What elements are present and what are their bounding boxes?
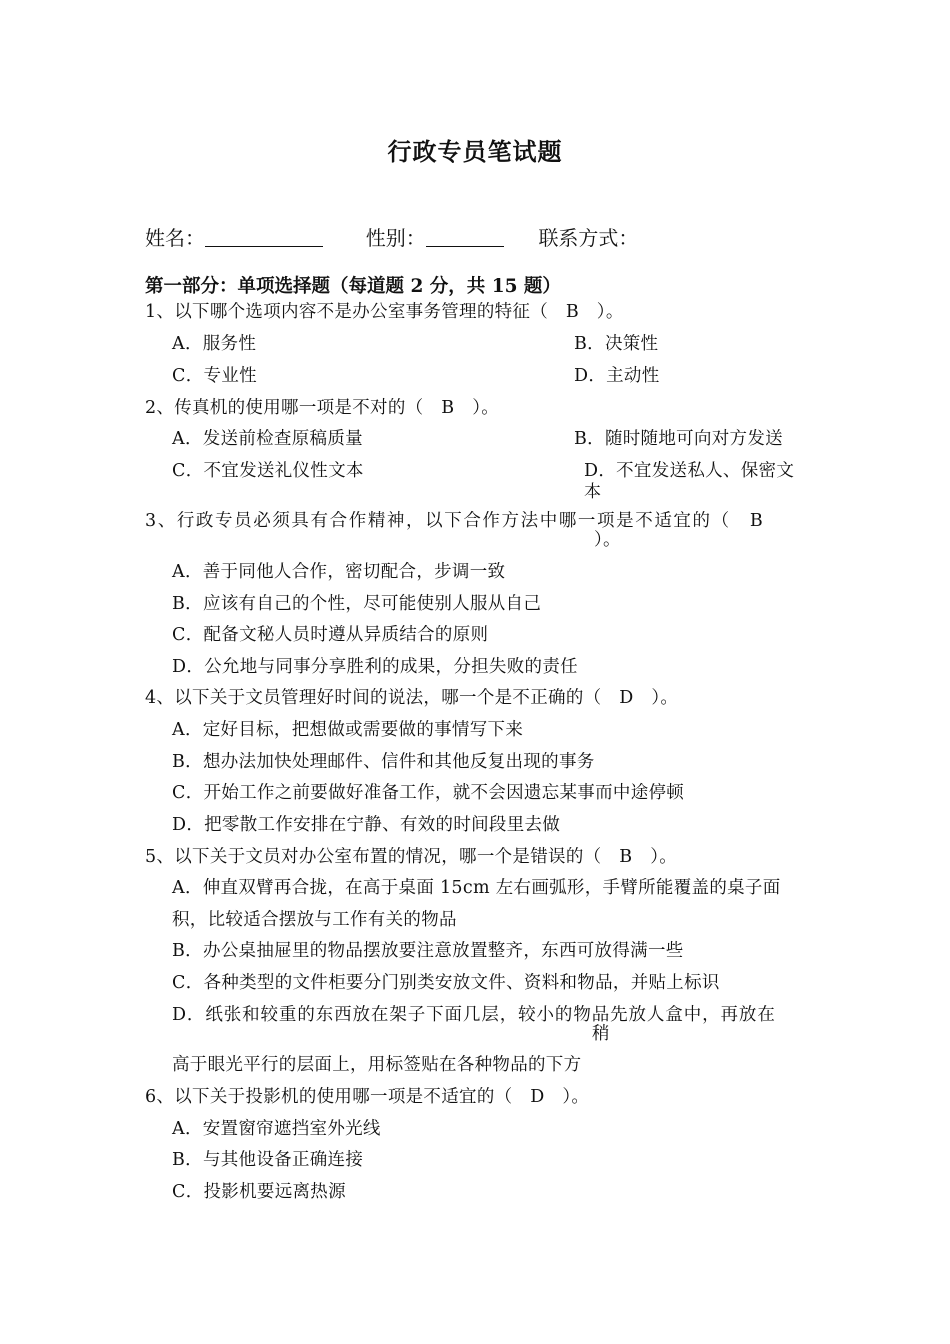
q5-option-d: D．纸张和较重的东西放在架子下面几层，较小的物品先放人盒中，再放在 bbox=[172, 1005, 776, 1025]
q1-option-b: B．决策性 bbox=[574, 334, 659, 354]
q4-option-b: B．想办法加快处理邮件、信件和其他反复出现的事务 bbox=[172, 752, 595, 772]
question-6: 6、以下关于投影机的使用哪一项是不适宜的（ D ）。 bbox=[145, 1087, 590, 1107]
gender-blank[interactable] bbox=[426, 226, 504, 247]
q2-option-d-wrap: 本 bbox=[584, 482, 602, 502]
q2-option-d: D．不宜发送私人、保密文 bbox=[584, 461, 795, 481]
question-2: 2、传真机的使用哪一项是不对的（ B ）。 bbox=[145, 398, 500, 418]
q5-option-d-cont: 高于眼光平行的层面上，用标签贴在各种物品的下方 bbox=[172, 1055, 582, 1075]
q4-option-a: A．定好目标，把想做或需要做的事情写下来 bbox=[172, 720, 524, 740]
question-5: 5、以下关于文员对办公室布置的情况，哪一个是错误的（ B ）。 bbox=[145, 847, 678, 867]
name-label: 姓名： bbox=[145, 226, 205, 250]
question-3: 3、行政专员必须具有合作精神，以下合作方法中哪一项是不适宜的（ B bbox=[145, 511, 765, 531]
question-1: 1、以下哪个选项内容不是办公室事务管理的特征（ B ）。 bbox=[145, 302, 624, 322]
q3-option-a: A．善于同他人合作，密切配合，步调一致 bbox=[172, 562, 506, 582]
q2-option-c: C．不宜发送礼仪性文本 bbox=[172, 461, 364, 481]
q2-option-b: B．随时随地可向对方发送 bbox=[574, 429, 783, 449]
q1-option-c: C．专业性 bbox=[172, 366, 257, 386]
question-4: 4、以下关于文员管理好时间的说法，哪一个是不正确的（ D ）。 bbox=[145, 688, 679, 708]
name-blank[interactable] bbox=[205, 226, 323, 247]
page-title: 行政专员笔试题 bbox=[387, 137, 563, 166]
question-3-wrap: ）。 bbox=[594, 530, 621, 550]
section-heading: 第一部分：单项选择题（每道题 2 分，共 15 题） bbox=[145, 276, 561, 297]
q1-option-d: D．主动性 bbox=[574, 366, 660, 386]
q5-option-b: B．办公桌抽屉里的物品摆放要注意放置整齐，东西可放得满一些 bbox=[172, 941, 684, 961]
q1-option-a: A．服务性 bbox=[172, 334, 257, 354]
q5-option-a: A．伸直双臂再合拢，在高于桌面 15cm 左右画弧形，手臂所能覆盖的桌子面 bbox=[172, 878, 781, 898]
gender-label: 性别： bbox=[365, 226, 426, 250]
q3-option-d: D．公允地与同事分享胜利的成果，分担失败的责任 bbox=[172, 657, 578, 677]
contact-label: 联系方式： bbox=[538, 226, 639, 250]
q6-option-a: A．安置窗帘遮挡室外光线 bbox=[172, 1119, 381, 1139]
q4-option-d: D．把零散工作安排在宁静、有效的时间段里去做 bbox=[172, 815, 561, 835]
q5-option-c: C．各种类型的文件柜要分门别类安放文件、资料和物品，并贴上标识 bbox=[172, 973, 720, 993]
q6-option-c: C．投影机要远离热源 bbox=[172, 1182, 346, 1202]
q5-option-d-wrap: 稍 bbox=[592, 1024, 610, 1044]
q4-option-c: C．开始工作之前要做好准备工作，就不会因遗忘某事而中途停顿 bbox=[172, 783, 685, 803]
q6-option-b: B．与其他设备正确连接 bbox=[172, 1150, 364, 1170]
q2-option-a: A．发送前检查原稿质量 bbox=[172, 429, 363, 449]
q3-option-c: C．配备文秘人员时遵从异质结合的原则 bbox=[172, 625, 489, 645]
q5-option-a-cont: 积，比较适合摆放与工作有关的物品 bbox=[172, 910, 457, 930]
q3-option-b: B．应该有自己的个性，尽可能使别人服从自己 bbox=[172, 594, 542, 614]
candidate-info-row bbox=[145, 222, 638, 251]
